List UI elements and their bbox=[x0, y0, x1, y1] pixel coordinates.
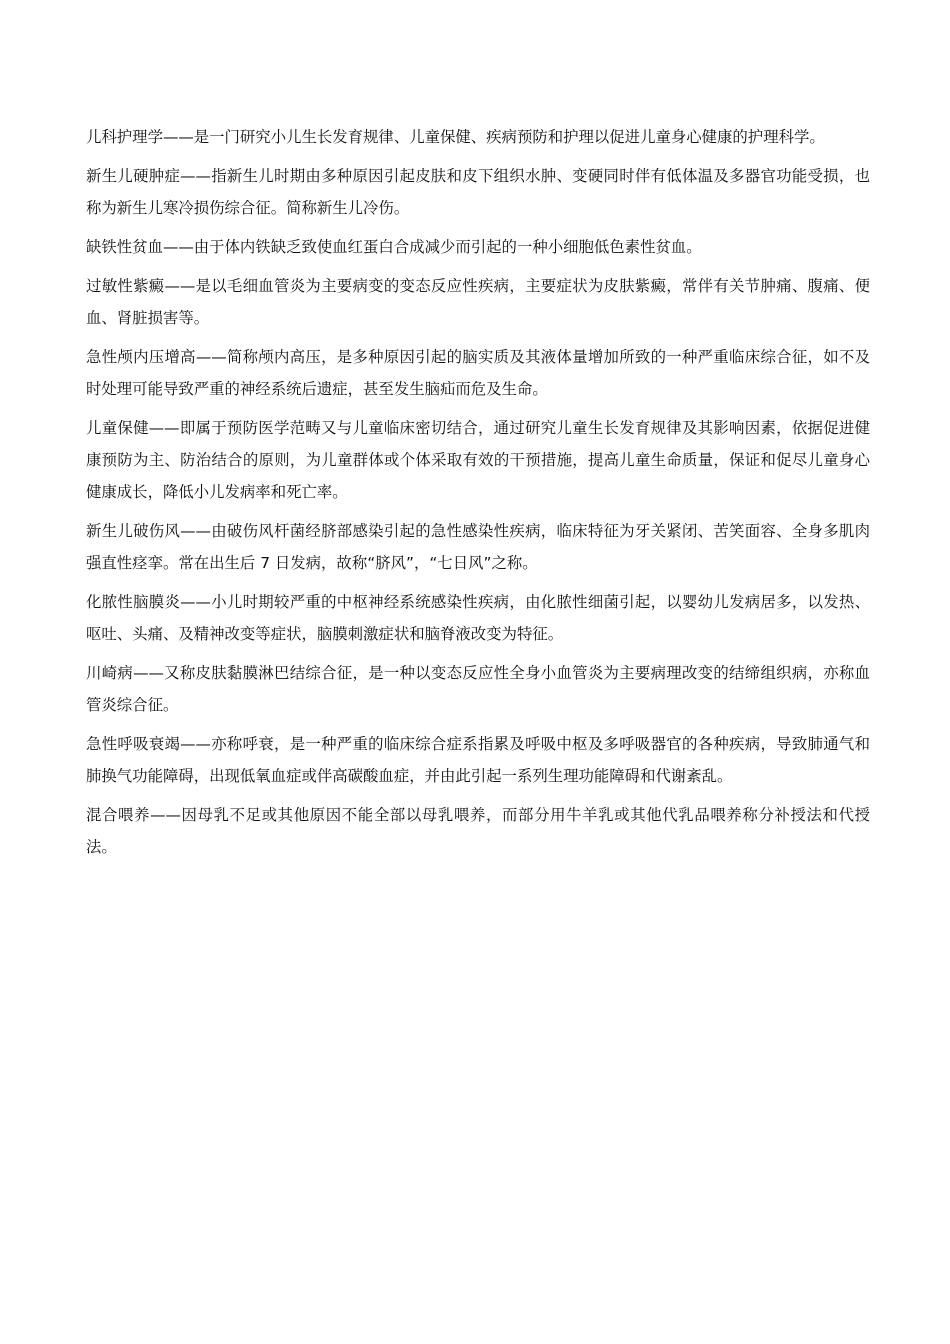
term-definition-intracranial-hypertension: 急性颅内压增高——简称颅内高压，是多种原因引起的脑实质及其液体量增加所致的一种严重临床综合征，如不及时处理可能导致严重的神经系统后遗症，甚至发生脑疝而危及生命。 bbox=[86, 348, 870, 398]
term-definition-acute-respiratory-failure: 急性呼吸衰竭——亦称呼衰，是一种严重的临床综合症系指累及呼吸中枢及多呼吸器官的各种疾病，导致肺通气和肺换气功能障碍，出现低氧血症或伴高碳酸血症，并由此引起一系列生理功能障碍和代谢紊乱。 bbox=[86, 735, 870, 785]
term-definition-mixed-feeding: 混合喂养——因母乳不足或其他原因不能全部以母乳喂养，而部分用牛羊乳或其他代乳品喂养称分补授法和代授法。 bbox=[86, 806, 870, 856]
term-definition-child-health-care: 儿童保健——即属于预防医学范畴又与儿童临床密切结合，通过研究儿童生长发育规律及其影响因素，依据促进健康预防为主、防治结合的原则，为儿童群体或个体采取有效的干预措施，提高儿童生命质量，保证和促尽儿童身心健康成长，降低小儿发病率和死亡率。 bbox=[86, 419, 870, 501]
term-definition-purulent-meningitis: 化脓性脑膜炎——小儿时期较严重的中枢神经系统感染性疾病，由化脓性细菌引起，以婴幼儿发病居多，以发热、呕吐、头痛、及精神改变等症状，脑膜刺激症状和脑脊液改变为特征。 bbox=[86, 593, 870, 643]
term-definition-neonatal-scleredema: 新生儿硬肿症——指新生儿时期由多种原因引起皮肤和皮下组织水肿、变硬同时伴有低体温及多器官功能受损，也称为新生儿寒冷损伤综合征。简称新生儿冷伤。 bbox=[86, 167, 870, 217]
term-definition-neonatal-tetanus: 新生儿破伤风——由破伤风杆菌经脐部感染引起的急性感染性疾病，临床特征为牙关紧闭、苦笑面容、全身多肌肉强直性痉挛。常在出生后 7 日发病，故称“脐风”，“七日风”之称。 bbox=[86, 522, 870, 572]
document-body bbox=[86, 121, 870, 870]
term-definition-iron-deficiency-anemia: 缺铁性贫血——由于体内铁缺乏致使血红蛋白合成减少而引起的一种小细胞低色素性贫血。 bbox=[86, 238, 702, 256]
term-definition-kawasaki-disease: 川崎病——又称皮肤黏膜淋巴结综合征，是一种以变态反应性全身小血管炎为主要病理改变的结缔组织病，亦称血管炎综合征。 bbox=[86, 664, 870, 714]
term-definition-allergic-purpura: 过敏性紫癜——是以毛细血管炎为主要病变的变态反应性疾病，主要症状为皮肤紫癜，常伴有关节肿痛、腹痛、便血、肾脏损害等。 bbox=[86, 277, 870, 327]
term-definition-pediatric-nursing: 儿科护理学——是一门研究小儿生长发育规律、儿童保健、疾病预防和护理以促进儿童身心健康的护理科学。 bbox=[86, 128, 825, 146]
